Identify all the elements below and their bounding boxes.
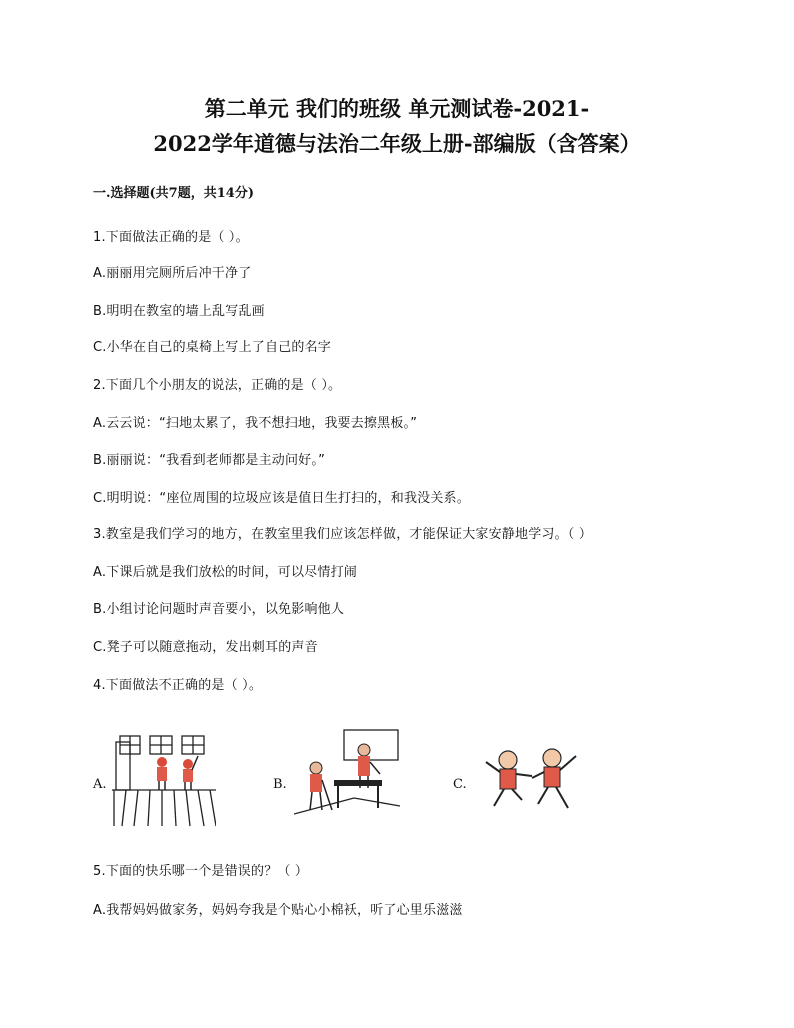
figure-a-label: A. — [93, 777, 107, 792]
question-3-option-b: B.小组讨论问题时声音要小，以免影响他人 — [93, 602, 345, 617]
question-5-stem: 5.下面的快乐哪一个是错误的？（ ） — [93, 864, 309, 879]
figure-a-illustration — [112, 728, 216, 828]
question-4-stem: 4.下面做法不正确的是（ ）。 — [93, 678, 263, 693]
page-title-line2: 2022学年道德与法治二年级上册-部编版（含答案） — [153, 131, 641, 156]
question-2-stem: 2.下面几个小朋友的说法，正确的是（ ）。 — [93, 378, 342, 393]
figure-c-label: C. — [453, 777, 467, 792]
question-3-stem: 3.教室是我们学习的地方，在教室里我们应该怎样做，才能保证大家安静地学习。（ ） — [93, 527, 593, 542]
question-2-option-c: C.明明说：“座位周围的垃圾应该是值日生打扫的，和我没关系。 — [93, 491, 470, 506]
question-1-option-b: B.明明在教室的墙上乱写乱画 — [93, 304, 265, 319]
question-3-option-a: A.下课后就是我们放松的时间，可以尽情打闹 — [93, 565, 357, 580]
question-3-option-c: C.凳子可以随意拖动，发出刺耳的声音 — [93, 640, 318, 655]
question-1-option-a: A.丽丽用完厕所后冲干净了 — [93, 266, 252, 281]
question-2-option-b: B.丽丽说：“我看到老师都是主动问好。” — [93, 453, 326, 468]
figure-b-illustration — [294, 728, 400, 828]
section-heading: 一.选择题(共7题，共14分) — [93, 186, 254, 201]
page-title-line1: 第二单元 我们的班级 单元测试卷-2021- — [204, 96, 590, 121]
question-2-option-a: A.云云说：“扫地太累了，我不想扫地，我要去擦黑板。” — [93, 416, 418, 431]
figure-c-illustration — [480, 728, 584, 818]
question-1-option-c: C.小华在自己的桌椅上写上了自己的名字 — [93, 340, 332, 355]
question-1-stem: 1.下面做法正确的是（ ）。 — [93, 230, 249, 245]
figure-b-label: B. — [273, 777, 287, 792]
question-5-option-a: A.我帮妈妈做家务，妈妈夸我是个贴心小棉袄，听了心里乐滋滋 — [93, 903, 463, 918]
